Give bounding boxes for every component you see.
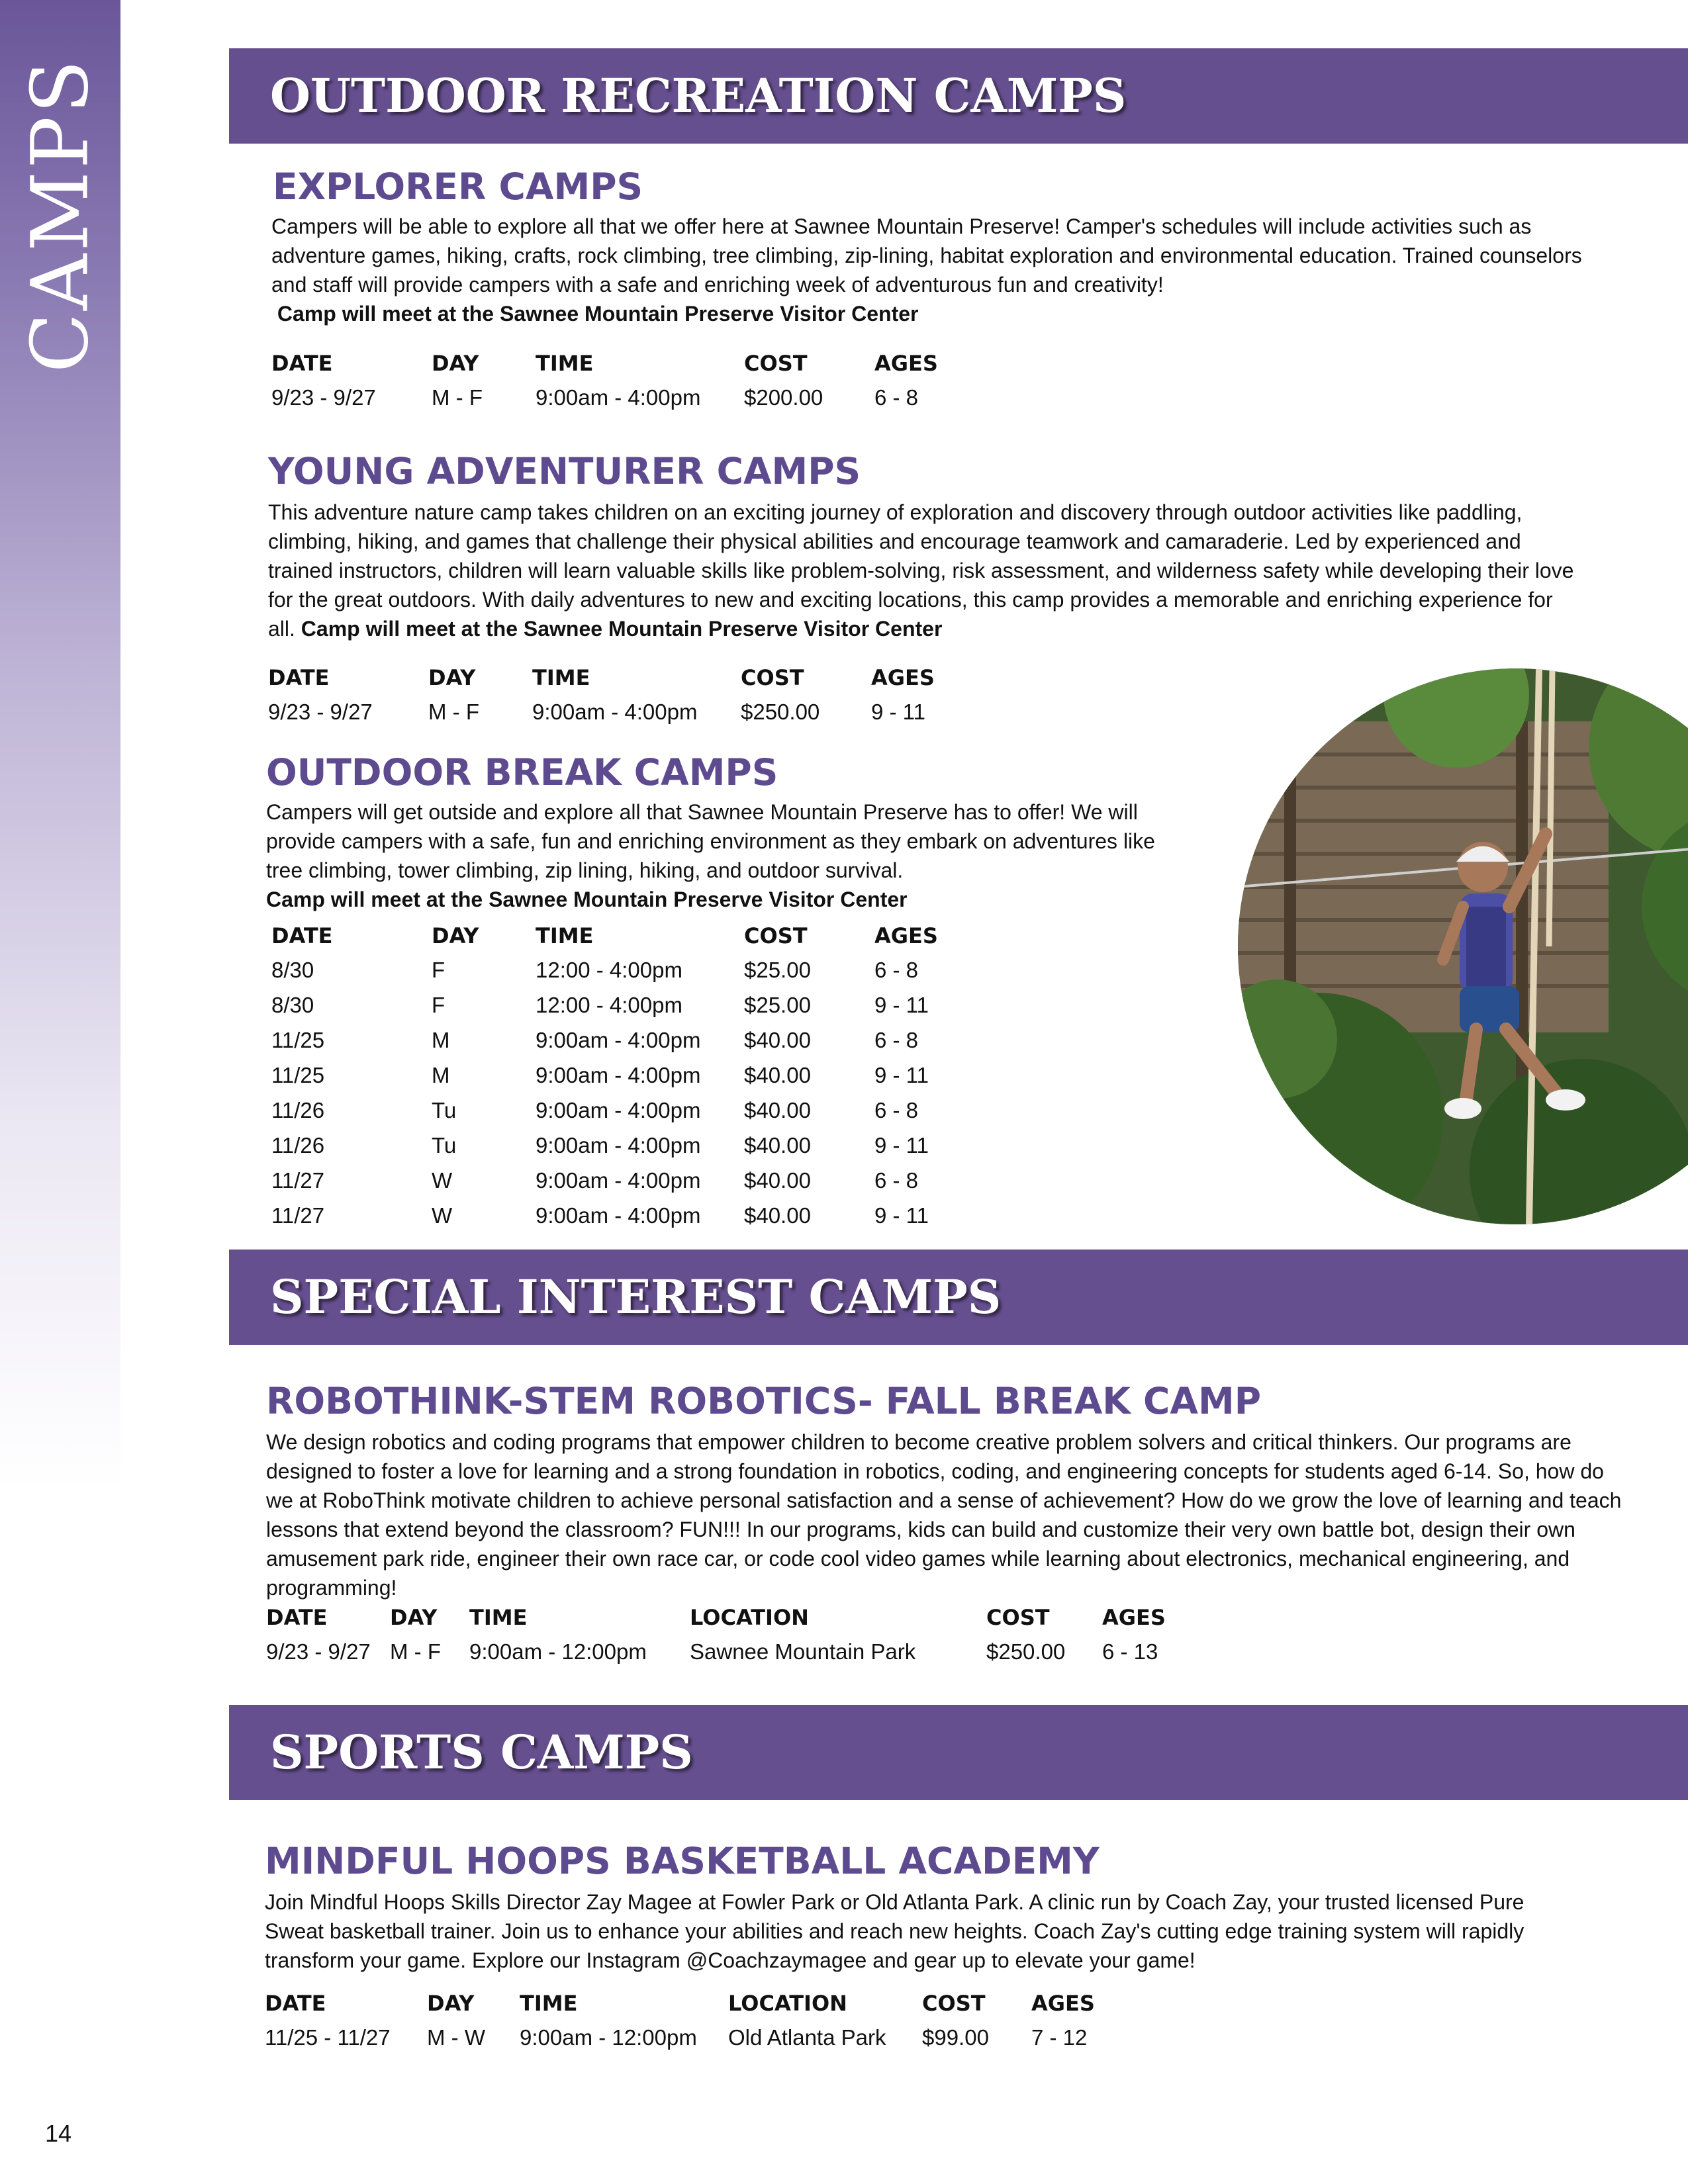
cell-time: 12:00 - 4:00pm [536, 993, 682, 1017]
header-time: TIME [536, 923, 594, 948]
young-adventurer-table [268, 665, 970, 735]
cell-cost: $40.00 [744, 1098, 811, 1122]
cell-date: 11/27 [271, 1168, 325, 1193]
header-time: TIME [532, 665, 590, 690]
outdoor-break-meeting-point: Camp will meet at the Sawnee Mountain Preserve Visitor Center [266, 887, 908, 911]
camper-climbing-illustration [1238, 668, 1688, 1224]
outdoor-break-description [266, 797, 1180, 914]
cell-time: 9:00am - 4:00pm [536, 1133, 701, 1158]
cell-day: F [432, 958, 445, 982]
cell-day: F [432, 993, 445, 1017]
cell-ages: 9 - 11 [874, 1133, 929, 1158]
sports-camps-heading: SPORTS CAMPS [270, 1725, 693, 1780]
table-row [271, 1098, 974, 1133]
camper-climbing-photo [1238, 668, 1688, 1224]
cell-time: 9:00am - 4:00pm [536, 1168, 701, 1193]
table-row [271, 958, 974, 993]
cell-cost: $25.00 [744, 958, 811, 982]
young-adventurer-meeting-point: Camp will meet at the Sawnee Mountain Preserve Visitor Center [301, 617, 943, 641]
table-header-row [265, 1991, 1131, 2025]
header-ages: AGES [1031, 1991, 1095, 2016]
cell-cost: $250.00 [741, 700, 820, 724]
cell-ages: 7 - 12 [1031, 2025, 1088, 2050]
cell-date: 11/25 [271, 1063, 325, 1087]
header-cost: COST [986, 1605, 1050, 1630]
header-day: DAY [390, 1605, 438, 1630]
cell-ages: 9 - 11 [874, 1203, 929, 1228]
header-location: LOCATION [728, 1991, 847, 2016]
mindful-hoops-table [265, 1991, 1131, 2060]
header-ages: AGES [1102, 1605, 1166, 1630]
cell-time: 9:00am - 12:00pm [520, 2025, 697, 2050]
header-date: DATE [268, 665, 330, 690]
cell-date: 11/25 [271, 1028, 325, 1052]
header-day: DAY [432, 923, 479, 948]
cell-ages: 6 - 8 [874, 385, 919, 410]
cell-cost: $40.00 [744, 1063, 811, 1087]
young-adventurer-description [268, 498, 1585, 643]
cell-date: 11/26 [271, 1098, 325, 1122]
table-header-row [266, 1605, 1201, 1639]
cell-time: 9:00am - 4:00pm [536, 1028, 701, 1052]
outdoor-break-desc-text: Campers will get outside and explore all that Sawnee Mountain Preserve has to offer! We will provide campers with a safe, fun and enriching environment as they embark on adventures like tree climbing, tower climbing, zip lining, hiking, and outdoor survival. [266, 800, 1155, 882]
robothink-desc-text: We design robotics and coding programs that empower children to become creative problem solvers and critical thinkers. Our programs are designed to foster a love for learning and a strong foundation in robotics, coding, and engineering concepts for students aged 6-14. So, how do we at RoboThink motivate children to achieve personal satisfaction and a sense of achievement? How do we grow the love of learning and teach lessons that extend beyond the classroom? FUN!!! In our programs, kids can build and customize their very own battle bot, design their own amusement park ride, engineer their own race car, or code cool video games while learning about electronics, mechanical engineering, and programming! [266, 1430, 1622, 1600]
table-row [271, 1028, 974, 1063]
header-cost: COST [741, 665, 804, 690]
cell-day: M [432, 1063, 450, 1087]
cell-cost: $200.00 [744, 385, 823, 410]
header-ages: AGES [874, 351, 938, 376]
header-cost: COST [744, 923, 808, 948]
cell-cost: $40.00 [744, 1028, 811, 1052]
young-adventurer-desc-text: This adventure nature camp takes children on an exciting journey of exploration and discovery through outdoor activities like paddling, climbing, hiking, and games that challenge their physical abilities and encourage teamwork and camaraderie. Led by experienced and trained instructors, children will learn valuable skills like problem-solving, risk assessment, and wilderness safety while developing their love for the great outdoors. With daily adventures to new and exciting locations, this camp provides a memorable and enriching experience for all. [268, 500, 1574, 641]
cell-time: 9:00am - 4:00pm [536, 1098, 701, 1122]
sports-camps-banner [229, 1705, 1688, 1800]
robothink-description [266, 1428, 1636, 1602]
cell-time: 12:00 - 4:00pm [536, 958, 682, 982]
header-ages: AGES [874, 923, 938, 948]
explorer-camps-title: EXPLORER CAMPS [273, 165, 643, 208]
cell-ages: 9 - 11 [871, 700, 925, 724]
outdoor-break-table [271, 923, 974, 1238]
cell-date: 8/30 [271, 993, 314, 1017]
cell-ages: 9 - 11 [874, 1063, 929, 1087]
outdoor-recreation-heading: OUTDOOR RECREATION CAMPS [270, 68, 1127, 123]
page-number: 14 [45, 2120, 72, 2147]
side-label: CAMPS [14, 57, 105, 373]
cell-date: 11/26 [271, 1133, 325, 1158]
table-row [265, 2025, 1131, 2060]
table-row [271, 1063, 974, 1098]
explorer-camps-description [271, 212, 1589, 328]
header-time: TIME [520, 1991, 578, 2016]
cell-date: 9/23 - 9/27 [266, 1639, 371, 1664]
cell-location: Old Atlanta Park [728, 2025, 886, 2050]
cell-day: M - F [432, 385, 483, 410]
cell-ages: 6 - 8 [874, 1168, 919, 1193]
table-header-row [271, 923, 974, 958]
side-label-container [14, 57, 105, 373]
cell-date: 11/25 - 11/27 [265, 2025, 391, 2050]
cell-cost: $40.00 [744, 1168, 811, 1193]
table-row [268, 700, 970, 735]
cell-cost: $40.00 [744, 1133, 811, 1158]
cell-time: 9:00am - 12:00pm [469, 1639, 647, 1664]
cell-ages: 6 - 13 [1102, 1639, 1158, 1664]
header-day: DAY [432, 351, 479, 376]
header-day: DAY [428, 665, 476, 690]
young-adventurer-title: YOUNG ADVENTURER CAMPS [268, 450, 861, 492]
header-date: DATE [271, 923, 333, 948]
cell-day: M - F [428, 700, 479, 724]
explorer-camps-meeting-point: Camp will meet at the Sawnee Mountain Preserve Visitor Center [277, 302, 919, 326]
header-date: DATE [271, 351, 333, 376]
header-ages: AGES [871, 665, 935, 690]
cell-ages: 6 - 8 [874, 1098, 919, 1122]
mindful-hoops-desc-text: Join Mindful Hoops Skills Director Zay Magee at Fowler Park or Old Atlanta Park. A clinic run by Coach Zay, your trusted licensed Pure Sweat basketball trainer. Join us to enhance your abilities and reach new heights. Coach Zay's cutting edge training system will rapidly transform your game. Explore our Instagram @Coachzaymagee and gear up to elevate your game! [265, 1890, 1524, 1972]
table-header-row [268, 665, 970, 700]
cell-day: M [432, 1028, 450, 1052]
table-row [271, 993, 974, 1028]
cell-cost: $40.00 [744, 1203, 811, 1228]
cell-ages: 6 - 8 [874, 958, 919, 982]
special-interest-banner [229, 1250, 1688, 1345]
cell-date: 9/23 - 9/27 [271, 385, 376, 410]
cell-time: 9:00am - 4:00pm [536, 1063, 701, 1087]
explorer-camps-table [271, 351, 974, 420]
cell-time: 9:00am - 4:00pm [532, 700, 698, 724]
mindful-hoops-title: MINDFUL HOOPS BASKETBALL ACADEMY [265, 1840, 1100, 1882]
cell-ages: 9 - 11 [874, 993, 929, 1017]
header-time: TIME [469, 1605, 528, 1630]
table-row [266, 1639, 1201, 1674]
mindful-hoops-description [265, 1888, 1582, 1975]
cell-ages: 6 - 8 [874, 1028, 919, 1052]
table-row [271, 1133, 974, 1168]
cell-time: 9:00am - 4:00pm [536, 385, 701, 410]
cell-day: Tu [432, 1098, 457, 1122]
header-day: DAY [427, 1991, 475, 2016]
table-row [271, 1168, 974, 1203]
header-cost: COST [922, 1991, 986, 2016]
cell-cost: $99.00 [922, 2025, 989, 2050]
header-time: TIME [536, 351, 594, 376]
header-cost: COST [744, 351, 808, 376]
cell-day: M - W [427, 2025, 485, 2050]
cell-day: W [432, 1203, 453, 1228]
header-location: LOCATION [690, 1605, 809, 1630]
outdoor-break-title: OUTDOOR BREAK CAMPS [266, 751, 778, 794]
cell-cost: $25.00 [744, 993, 811, 1017]
cell-time: 9:00am - 4:00pm [536, 1203, 701, 1228]
cell-cost: $250.00 [986, 1639, 1066, 1664]
cell-location: Sawnee Mountain Park [690, 1639, 916, 1664]
robothink-title: ROBOTHINK-STEM ROBOTICS- FALL BREAK CAMP [266, 1380, 1262, 1422]
cell-day: M - F [390, 1639, 441, 1664]
robothink-table [266, 1605, 1201, 1674]
cell-day: W [432, 1168, 453, 1193]
cell-day: Tu [432, 1133, 457, 1158]
table-row [271, 385, 974, 420]
table-row [271, 1203, 974, 1238]
cell-date: 11/27 [271, 1203, 325, 1228]
table-header-row [271, 351, 974, 385]
cell-date: 8/30 [271, 958, 314, 982]
header-date: DATE [265, 1991, 326, 2016]
special-interest-heading: SPECIAL INTEREST CAMPS [270, 1269, 1002, 1324]
cell-date: 9/23 - 9/27 [268, 700, 373, 724]
outdoor-recreation-banner [229, 48, 1688, 144]
header-date: DATE [266, 1605, 328, 1630]
explorer-camps-desc-text: Campers will be able to explore all that we offer here at Sawnee Mountain Preserve! Camper's schedules will include activities such as adventure games, hiking, crafts, rock climbing, tree climbing, zip-lining, habitat exploration and environmental education. Trained counselors and staff will provide campers with a safe and enriching week of adventurous fun and creativity! [271, 214, 1582, 296]
